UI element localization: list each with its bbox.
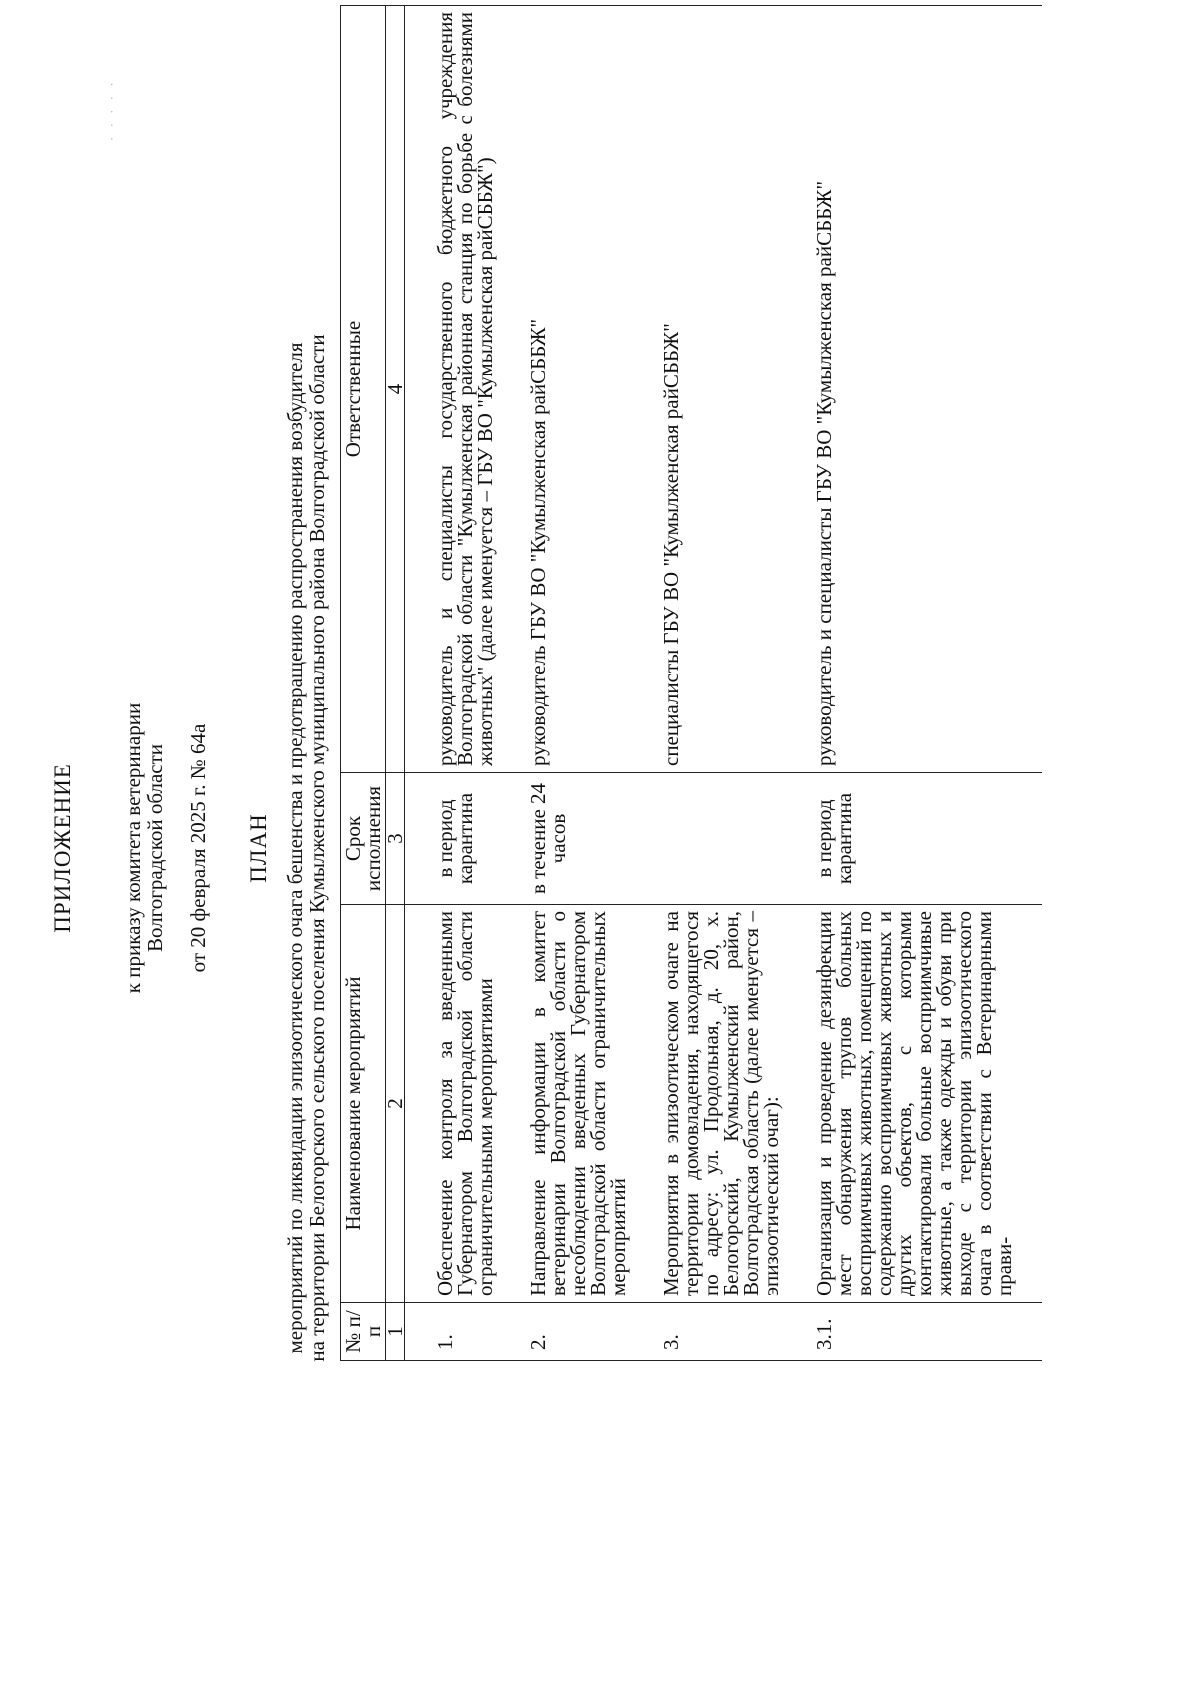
table-row (405, 6, 524, 1361)
row-activity: Организация и проведение дезинфекции мест обнаружения трупов больных восприимчивых животных, помещений по содержанию восприимчивых животных и других объектов, с которыми контактировали больные восприимчивые животные, а также одежды и обуви при выходе с территории эпизоотического очага в соответствии с Ветеринарными прави- (809, 905, 1042, 1303)
plan-subtitle (284, 0, 328, 1696)
order-date: от 20 февраля 2025 г. № 64а (186, 723, 210, 973)
plan-title: ПЛАН (246, 813, 271, 883)
order-line-2: Волгоградской области (143, 743, 167, 953)
header-responsible: Ответственные (341, 6, 386, 773)
row-number: 2. (523, 1303, 656, 1361)
column-number: 3 (386, 773, 405, 905)
order-line-1: к приказу комитета ветеринарии (121, 702, 145, 994)
plan-table (340, 5, 1042, 1361)
row-number: 3.1. (809, 1303, 1042, 1361)
header-name: Наименование мероприятий (341, 905, 386, 1303)
appendix-title: ПРИЛОЖЕНИЕ (50, 763, 75, 933)
column-number-row (386, 6, 405, 1361)
row-deadline (656, 773, 809, 905)
table-header-row (341, 6, 386, 1361)
order-reference (122, 0, 166, 1696)
table-row (523, 6, 656, 1361)
table-row (809, 6, 1042, 1361)
row-responsible: специалисты ГБУ ВО "Кумылженская райСББЖ" (656, 6, 809, 773)
header-num: № п/п (341, 1303, 386, 1361)
row-deadline: в течение 24 часов (523, 773, 656, 905)
row-activity: Направление информации в комитет ветеринарии Волгоградской области о несоблюдении введенных Губернатором Волгоградской области ограничительных мероприятий (523, 905, 656, 1303)
row-number: 1. (405, 1303, 524, 1361)
row-activity: Обеспечение контроля за введенными Губернатором Волгоградской области ограничительными мероприятиями (405, 905, 524, 1303)
column-number: 2 (386, 905, 405, 1303)
table-row (656, 6, 809, 1361)
column-number: 1 (386, 1303, 405, 1361)
row-responsible: руководитель и специалисты ГБУ ВО "Кумылженская райСББЖ" (809, 6, 1042, 773)
plan-subtitle-line-2: на территории Белогорского сельского поселения Кумылженского муниципального района Волгоградской области (305, 334, 329, 1362)
row-deadline: в период карантина (809, 773, 1042, 905)
row-responsible: руководитель ГБУ ВО "Кумылженская райСББЖ" (523, 6, 656, 773)
row-deadline: в период карантина (405, 773, 524, 905)
row-responsible: руководитель и специалисты государственного бюджетного учреждения Волгоградской области "Кумылженская районная станция по борьбе с болезнями животных" (далее именуется – ГБУ ВО "Кумылженская райСББЖ") (405, 6, 524, 773)
row-activity: Мероприятия в эпизоотическом очаге на территории домовладения, находящегося по адресу: ул. Продольная, д. 20, х. Белогорский, Кумылженский район, Волгоградская область (далее именуется – эпизоотический очаг): (656, 905, 809, 1303)
header-deadline: Срок исполнения (341, 773, 386, 905)
scan-artifact: · · · · · (104, 79, 119, 141)
plan-subtitle-line-1: мероприятий по ликвидации эпизоотического очага бешенства и предотвращению распространения возбудителя (283, 342, 307, 1354)
row-number: 3. (656, 1303, 809, 1361)
column-number: 4 (386, 6, 405, 773)
